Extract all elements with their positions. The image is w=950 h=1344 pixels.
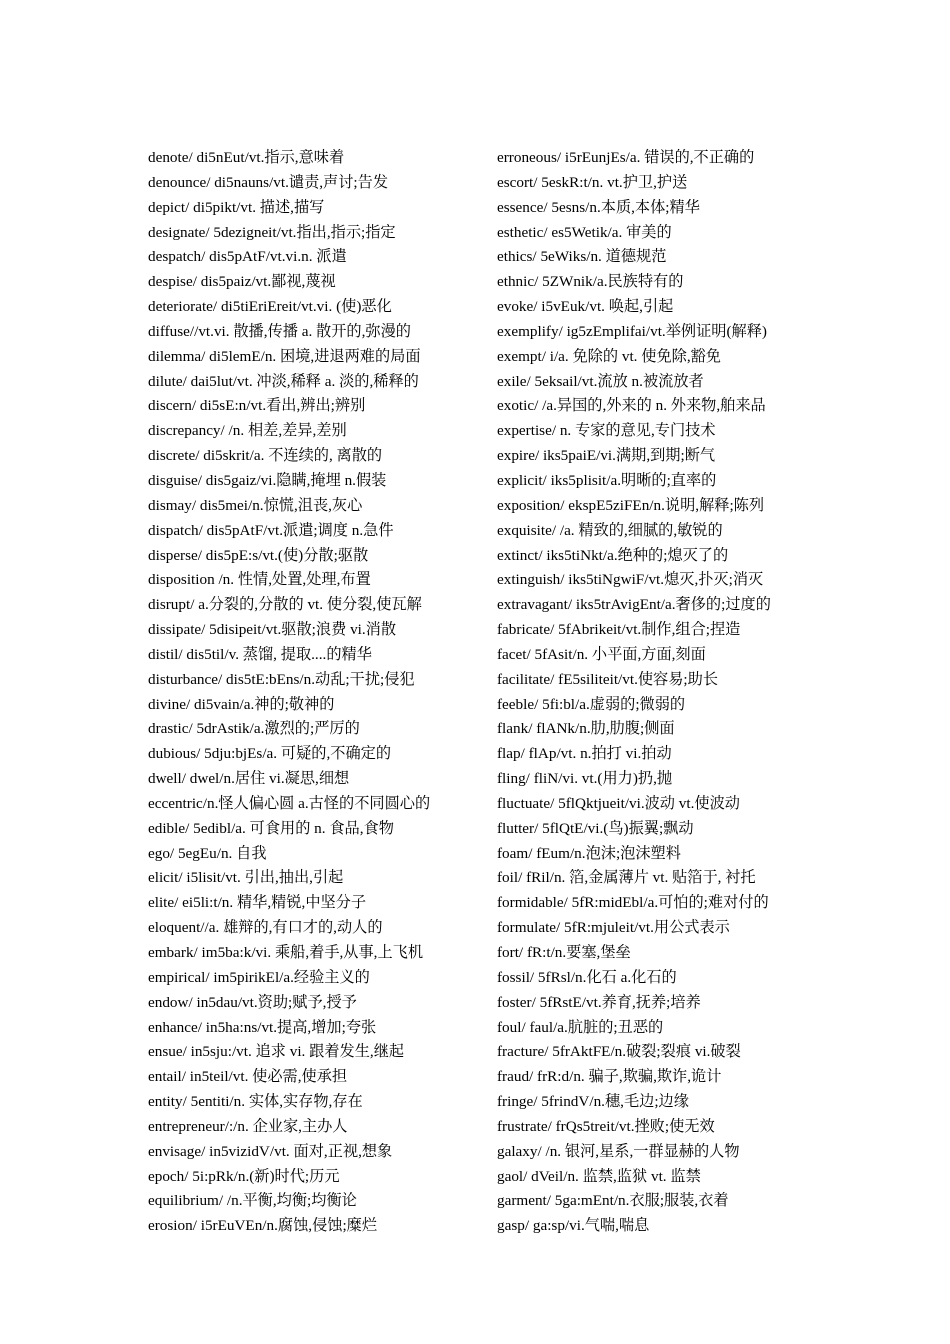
vocab-entry: esthetic/ es5Wetik/a. 审美的: [497, 223, 672, 241]
vocab-entry: exposition/ ekspE5ziFEn/n.说明,解释;陈列: [497, 496, 765, 514]
vocab-entry: extinct/ iks5tiNkt/a.绝种的;熄灭了的: [497, 546, 729, 564]
vocab-entry: flutter/ 5flQtE/vi.(鸟)振翼;飘动: [497, 819, 694, 837]
vocab-entry: disposition /n. 性情,处置,处理,布置: [148, 571, 371, 589]
vocab-entry: dispatch/ dis5pAtF/vt.派遣;调度 n.急件: [148, 521, 394, 539]
vocab-entry: garment/ 5ga:mEnt/n.衣服;服装,衣着: [497, 1192, 729, 1210]
vocab-entry: diffuse//vt.vi. 散播,传播 a. 散开的,弥漫的: [148, 322, 411, 340]
vocab-entry: flap/ flAp/vt. n.拍打 vi.拍动: [497, 745, 672, 763]
vocab-entry: explicit/ iks5plisit/a.明晰的;直率的: [497, 471, 717, 489]
vocab-entry: denote/ di5nEut/vt.指示,意味着: [148, 149, 345, 166]
vocab-entry: facilitate/ fE5siliteit/vt.使容易;助长: [497, 670, 719, 688]
vocab-entry: galaxy/ /n. 银河,星系,一群显赫的人物: [497, 1142, 740, 1160]
vocab-entry: essence/ 5esns/n.本质,本体;精华: [497, 198, 700, 216]
vocab-entry: disperse/ dis5pE:s/vt.(使)分散;驱散: [148, 546, 369, 564]
vocab-entry: discern/ di5sE:n/vt.看出,辨出;辨别: [148, 397, 366, 415]
left-word-column: [148, 146, 488, 1239]
vocab-entry: envisage/ in5vizidV/vt. 面对,正视,想象: [148, 1142, 393, 1160]
vocab-entry: extinguish/ iks5tiNgwiF/vt.熄灭,扑灭;消灭: [497, 571, 764, 589]
vocab-entry: dissipate/ 5disipeit/vt.驱散;浪费 vi.消散: [148, 621, 397, 639]
vocab-entry: dilemma/ di5lemE/n. 困境,进退两难的局面: [148, 347, 421, 365]
right-word-column: [497, 146, 827, 1239]
vocab-entry: formidable/ 5fR:midEbl/a.可怕的;难对付的: [497, 894, 769, 912]
vocab-entry: ensue/ in5sju:/vt. 追求 vi. 跟着发生,继起: [148, 1043, 405, 1061]
vocab-entry: fluctuate/ 5flQktjueit/vi.波动 vt.使波动: [497, 794, 740, 812]
vocab-entry: entity/ 5entiti/n. 实体,实存物,存在: [148, 1093, 363, 1111]
vocab-entry: facet/ 5fAsit/n. 小平面,方面,刻面: [497, 645, 706, 663]
vocab-entry: embark/ im5ba:k/vi. 乘船,着手,从事,上飞机: [148, 944, 424, 961]
vocab-entry: eloquent//a. 雄辩的,有口才的,动人的: [148, 919, 383, 937]
vocab-entry: fossil/ 5fRsl/n.化石 a.化石的: [497, 968, 677, 986]
vocab-entry: deteriorate/ di5tiEriEreit/vt.vi. (使)恶化: [148, 298, 392, 316]
vocab-entry: eccentric/n.怪人偏心圆 a.古怪的不同圆心的: [148, 794, 431, 812]
vocab-entry: despise/ dis5paiz/vt.鄙视,蔑视: [148, 273, 336, 291]
vocab-entry: disturbance/ dis5tE:bEns/n.动乱;干扰;侵犯: [148, 670, 415, 688]
vocab-entry: entrepreneur/:/n. 企业家,主办人: [148, 1117, 348, 1135]
vocab-entry: divine/ di5vain/a.神的;敬神的: [148, 695, 335, 713]
vocab-entry: endow/ in5dau/vt.资助;赋予,授予: [148, 993, 357, 1011]
vocab-entry: enhance/ in5ha:ns/vt.提高,增加;夸张: [148, 1018, 377, 1036]
vocab-entry: equilibrium/ /n.平衡,均衡;均衡论: [148, 1192, 357, 1210]
vocab-entry: gaol/ dVeil/n. 监禁,监狱 vt. 监禁: [497, 1167, 701, 1185]
vocab-entry: feeble/ 5fi:bl/a.虚弱的;微弱的: [497, 695, 686, 713]
vocab-entry: designate/ 5dezigneit/vt.指出,指示;指定: [148, 223, 396, 241]
vocab-entry: elicit/ i5lisit/vt. 引出,抽出,引起: [148, 869, 344, 887]
vocab-entry: frustrate/ frQs5treit/vt.挫败;使无效: [497, 1117, 715, 1135]
vocab-entry: flank/ flANk/n.肋,肋腹;侧面: [497, 720, 675, 738]
vocab-entry: erosion/ i5rEuVEn/n.腐蚀,侵蚀;糜烂: [148, 1217, 378, 1235]
vocab-entry: drastic/ 5drAstik/a.激烈的;严厉的: [148, 720, 360, 738]
vocab-entry: exotic/ /a.异国的,外来的 n. 外来物,舶来品: [497, 397, 766, 415]
vocab-entry: extravagant/ iks5trAvigEnt/a.奢侈的;过度的: [497, 596, 771, 614]
vocab-entry: fraud/ frR:d/n. 骗子,欺骗,欺诈,诡计: [497, 1068, 722, 1086]
vocab-entry: elite/ ei5li:t/n. 精华,精锐,中坚分子: [148, 894, 367, 912]
vocab-entry: discrete/ di5skrit/a. 不连续的, 离散的: [148, 447, 383, 465]
vocab-entry: disguise/ dis5gaiz/vi.隐瞒,掩埋 n.假装: [148, 471, 387, 489]
vocab-entry: dubious/ 5dju:bjEs/a. 可疑的,不确定的: [148, 745, 391, 763]
vocab-entry: fabricate/ 5fAbrikeit/vt.制作,组合;捏造: [497, 621, 741, 639]
vocab-entry: erroneous/ i5rEunjEs/a. 错误的,不正确的: [497, 149, 755, 166]
vocab-entry: depict/ di5pikt/vt. 描述,描写: [148, 198, 325, 216]
vocab-entry: dilute/ dai5lut/vt. 冲淡,稀释 a. 淡的,稀释的: [148, 372, 419, 390]
vocab-entry: dwell/ dwel/n.居住 vi.凝思,细想: [148, 770, 350, 788]
vocab-entry: formulate/ 5fR:mjuleit/vt.用公式表示: [497, 919, 730, 937]
vocab-entry: fling/ fliN/vi. vt.(用力)扔,抛: [497, 770, 673, 788]
vocab-entry: exempt/ i/a. 免除的 vt. 使免除,豁免: [497, 347, 721, 365]
vocab-entry: ego/ 5egEu/n. 自我: [148, 844, 267, 862]
vocab-entry: fringe/ 5frindV/n.穗,毛边;边缘: [497, 1093, 689, 1111]
vocab-entry: foster/ 5fRstE/vt.养育,抚养;培养: [497, 993, 701, 1011]
vocab-entry: exemplify/ ig5zEmplifai/vt.举例证明(解释): [497, 322, 767, 340]
vocab-entry: expertise/ n. 专家的意见,专门技术: [497, 422, 716, 440]
vocab-entry: edible/ 5edibl/a. 可食用的 n. 食品,食物: [148, 819, 394, 837]
vocab-entry: fracture/ 5frAktFE/n.破裂;裂痕 vi.破裂: [497, 1043, 741, 1061]
vocab-entry: exile/ 5eksail/vt.流放 n.被流放者: [497, 372, 704, 390]
vocab-entry: disrupt/ a.分裂的,分散的 vt. 使分裂,使瓦解: [148, 596, 422, 614]
vocab-entry: foam/ fEum/n.泡沫;泡沫塑料: [497, 844, 681, 862]
vocab-entry: expire/ iks5paiE/vi.满期,到期;断气: [497, 447, 716, 465]
vocab-entry: foul/ faul/a.肮脏的;丑恶的: [497, 1018, 664, 1036]
vocab-entry: despatch/ dis5pAtF/vt.vi.n. 派遣: [148, 248, 347, 266]
vocab-entry: exquisite/ /a. 精致的,细腻的,敏锐的: [497, 521, 723, 539]
vocab-entry: distil/ dis5til/v. 蒸馏, 提取....的精华: [148, 645, 372, 663]
vocab-entry: evoke/ i5vEuk/vt. 唤起,引起: [497, 298, 674, 316]
vocab-entry: escort/ 5eskR:t/n. vt.护卫,护送: [497, 173, 688, 191]
vocab-entry: entail/ in5teil/vt. 使必需,使承担: [148, 1068, 348, 1086]
vocab-entry: gasp/ ga:sp/vi.气喘,喘息: [497, 1217, 650, 1235]
vocab-entry: denounce/ di5nauns/vt.谴责,声讨;告发: [148, 173, 389, 191]
vocab-entry: ethnic/ 5ZWnik/a.民族特有的: [497, 273, 684, 291]
vocab-entry: ethics/ 5eWiks/n. 道德规范: [497, 248, 667, 266]
vocab-entry: dismay/ dis5mei/n.惊慌,沮丧,灰心: [148, 496, 363, 514]
vocab-entry: discrepancy/ /n. 相差,差异,差别: [148, 422, 347, 440]
vocab-entry: empirical/ im5pirikEl/a.经验主义的: [148, 968, 370, 986]
vocab-entry: fort/ fR:t/n.要塞,堡垒: [497, 944, 631, 961]
vocab-entry: foil/ fRil/n. 箔,金属薄片 vt. 贴箔于, 衬托: [497, 869, 756, 887]
vocab-entry: epoch/ 5i:pRk/n.(新)时代;历元: [148, 1167, 340, 1185]
